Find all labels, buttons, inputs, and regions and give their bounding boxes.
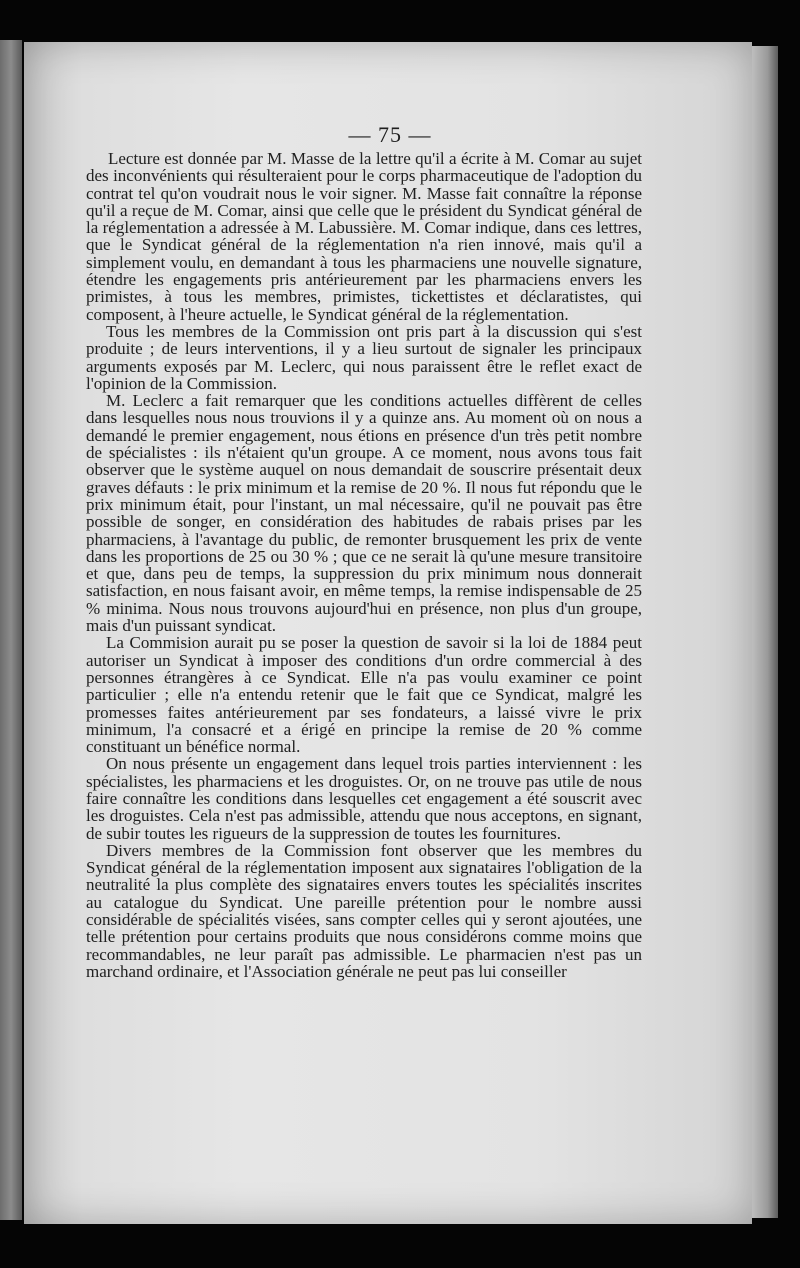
page-fore-edge [752,46,778,1218]
page-number: — 75 — [348,122,432,147]
paragraph: Lecture est donnée par M. Masse de la lettre qu'il a écrite à M. Comar au sujet des inconvénients qui résulteraient pour le corps pharmaceutique de l'adoption du contrat tel qu'on voudrait nous le voir signer. M. Masse fait connaître la réponse qu'il a reçue de M. Comar, ainsi que celle que le président du Syndicat général de la réglementation a adressée à M. Labussière. M. Comar indique, dans ces lettres, que le Syndicat général de la réglementation n'a rien innové, mais qu'il a simplement voulu, en demandant à tous les pharmaciens une nouvelle signature, étendre les engagements pris antérieurement par les pharmaciens envers les primistes, à tous les membres, primistes, tickettistes et déclaratistes, qui composent, à l'heure actuelle, le Syndicat général de la réglementation. [86,149,642,324]
page-body-text [86,150,642,980]
paragraph: Tous les membres de la Commission ont pris part à la discussion qui s'est produite ; de leurs interventions, il y a lieu surtout de signaler les principaux arguments exposés par M. Leclerc, qui nous paraissent être le reflet exact de l'opinion de la Commission. [86,321,642,393]
paragraph: Divers membres de la Commission font observer que les membres du Syndicat général de la réglementation imposent aux signataires l'obligation de la neutralité la plus complète des signataires envers toutes les spécialités inscrites au catalogue du Syndicat. Une pareille prétention pour le nombre aussi considérable de spécialités visées, sans compter celles qui y seront ajoutées, une telle prétention pour certains produits que nous considérons comme moins que recommandables, ne leur paraît pas admissible. Le pharmacien n'est pas un marchand ordinaire, et l'Association générale ne peut pas lui conseiller [86,840,642,981]
paragraph: On nous présente un engagement dans lequel trois parties interviennent : les spécialistes, les pharmaciens et les droguistes. Or, on ne trouve pas utile de nous faire connaître les conditions dans lesquelles cet engagement a été souscrit avec les droguistes. Cela n'est pas admissible, attendu que nous acceptons, en signant, de subir toutes les rigueurs de la suppression de toutes les fournitures. [86,754,642,843]
paragraph: M. Leclerc a fait remarquer que les conditions actuelles diffèrent de celles dans lesquelles nous nous trouvions il y a quinze ans. Au moment où on nous a demandé le premier engagement, nous étions en présence d'un très petit nombre de spécialistes : ils n'étaient qu'un groupe. A ce moment, nous avons tous fait observer que le système auquel on nous demandait de souscrire présentait deux graves défauts : le prix minimum et la remise de 20 %. Il nous fut répondu que le prix minimum était, pour l'instant, un mal nécessaire, qu'il ne pouvait pas être possible de songer, en considération des habitudes de rabais prises par les pharmaciens, à l'avantage du public, de remonter brusquement les prix de vente dans les proportions de 25 ou 30 % ; que ce ne serait là qu'une mesure transitoire et que, dans peu de temps, la suppression du prix minimum nous donnerait satisfaction, en nous faisant avoir, en même temps, la remise indispensable de 25 % minima. Nous nous trouvons aujourd'hui en présence, non plus d'un groupe, mais d'un puissant syndicat. [86,391,642,636]
previous-page-edge [0,40,22,1220]
paragraph: La Commision aurait pu se poser la question de savoir si la loi de 1884 peut autoriser un Syndicat à imposer des conditions d'un ordre commercial à des personnes étrangères à ce Syndicat. Elle n'a pas voulu examiner ce point particulier ; elle n'a entendu retenir que le fait que ce Syndicat, malgré les promesses faites antérieurement par ses fondateurs, a laissé vivre le prix minimum, l'a consacré et a érigé en principe la remise de 20 % comme constituant un bénéfice normal. [86,633,642,757]
